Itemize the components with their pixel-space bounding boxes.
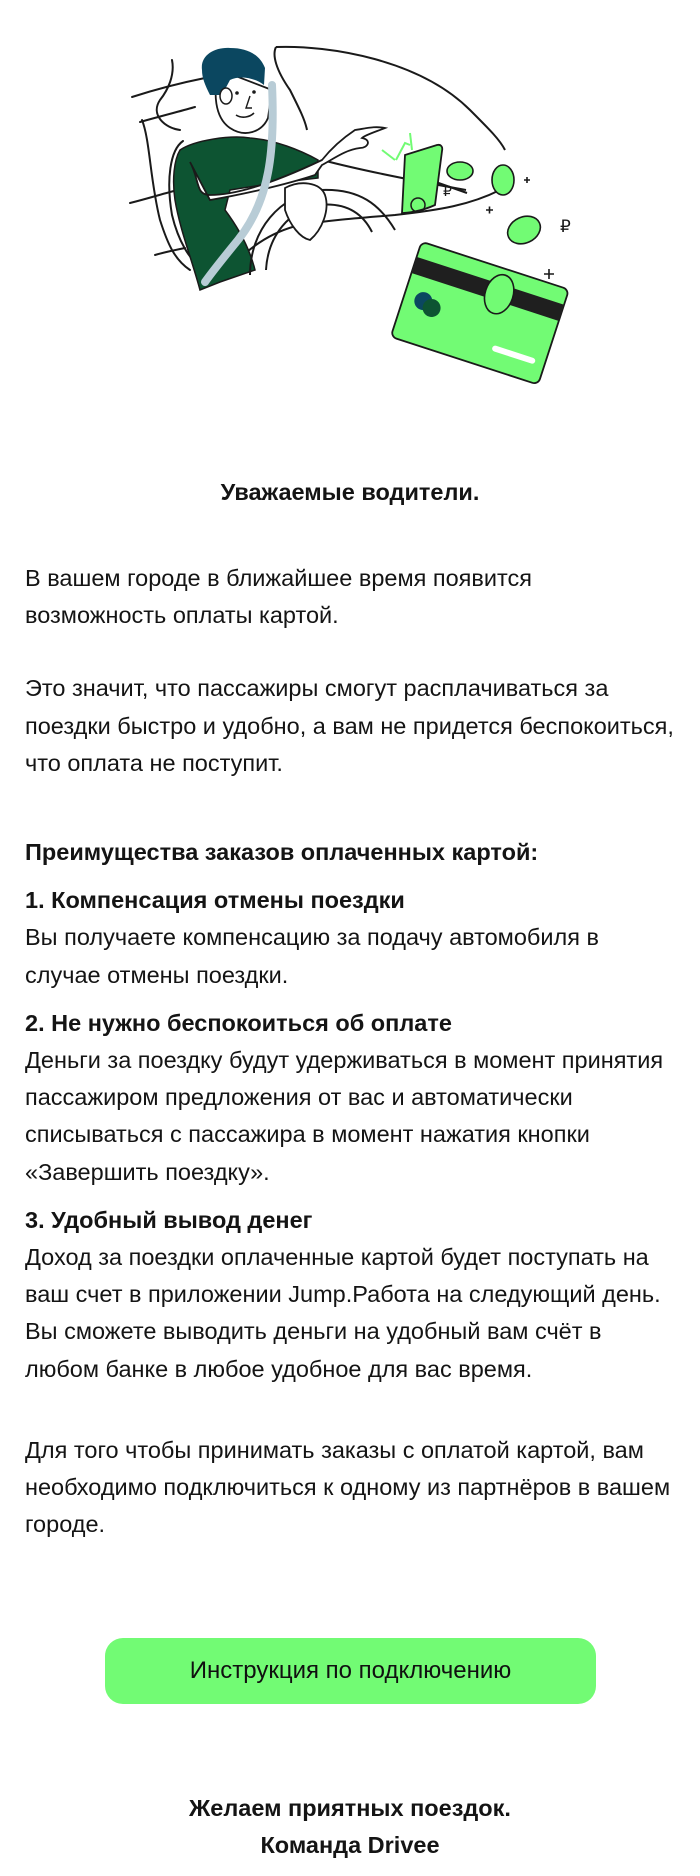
signature <box>0 1790 700 1864</box>
connection-instructions-button[interactable]: Инструкция по подключению <box>105 1638 596 1704</box>
cta-container <box>105 1638 596 1704</box>
benefit-title: 1. Компенсация отмены поездки <box>25 887 405 914</box>
svg-text:₽: ₽ <box>443 184 452 200</box>
benefit-item-3 <box>25 1202 675 1388</box>
driver-hand-on-wheel <box>285 183 327 240</box>
benefit-title: 2. Не нужно беспокоиться об оплате <box>25 1009 452 1036</box>
farewell-line: Желаем приятных поездок. <box>189 1795 511 1821</box>
benefit-text: Деньги за поездку будут удерживаться в момент принятия пассажиром предложения от вас и автоматически списываться с пассажира в момент нажатия кнопки «Завершить поездку». <box>25 1047 664 1185</box>
benefit-text: Вы получаете компенсацию за подачу автомобиля в случае отмены поездки. <box>25 924 599 988</box>
benefit-title: 3. Удобный вывод денег <box>25 1206 313 1233</box>
benefit-text: Доход за поездки оплаченные картой будет поступать на ваш счет в приложении Jump.Работа на следующий день. <box>25 1244 661 1308</box>
credit-card-icon <box>391 242 569 385</box>
letter-body <box>25 470 675 1543</box>
intro-paragraph: В вашем городе в ближайшее время появится возможность оплаты картой. <box>25 565 532 629</box>
benefit-item-2 <box>25 1005 675 1191</box>
benefit-item-1 <box>25 882 675 994</box>
driver-head <box>202 48 272 133</box>
greeting-title: Уважаемые водители. <box>220 479 480 505</box>
team-signature: Команда Drivee <box>260 1832 440 1858</box>
windshield-icon <box>275 47 505 150</box>
benefits-heading: Преимущества заказов оплаченных картой: <box>25 839 539 866</box>
connect-partner-paragraph: Для того чтобы принимать заказы с оплатой картой, вам необходимо подключиться к одному из партнёров в вашем городе. <box>25 1436 671 1538</box>
phone-icon <box>382 133 442 213</box>
meaning-paragraph: Это значит, что пассажиры смогут расплачиваться за поездки быстро и удобно, а вам не придется беспокоиться, что оплата не поступит. <box>25 675 674 776</box>
hero-illustration <box>0 0 700 440</box>
driver-card-payment-illustration <box>0 0 700 440</box>
svg-text:₽: ₽ <box>560 217 571 237</box>
coins-icon <box>447 162 545 249</box>
benefit-text-extra: Вы сможете выводить деньги на удобный вам счёт в любом банке в любое удобное для вас время. <box>25 1318 602 1382</box>
